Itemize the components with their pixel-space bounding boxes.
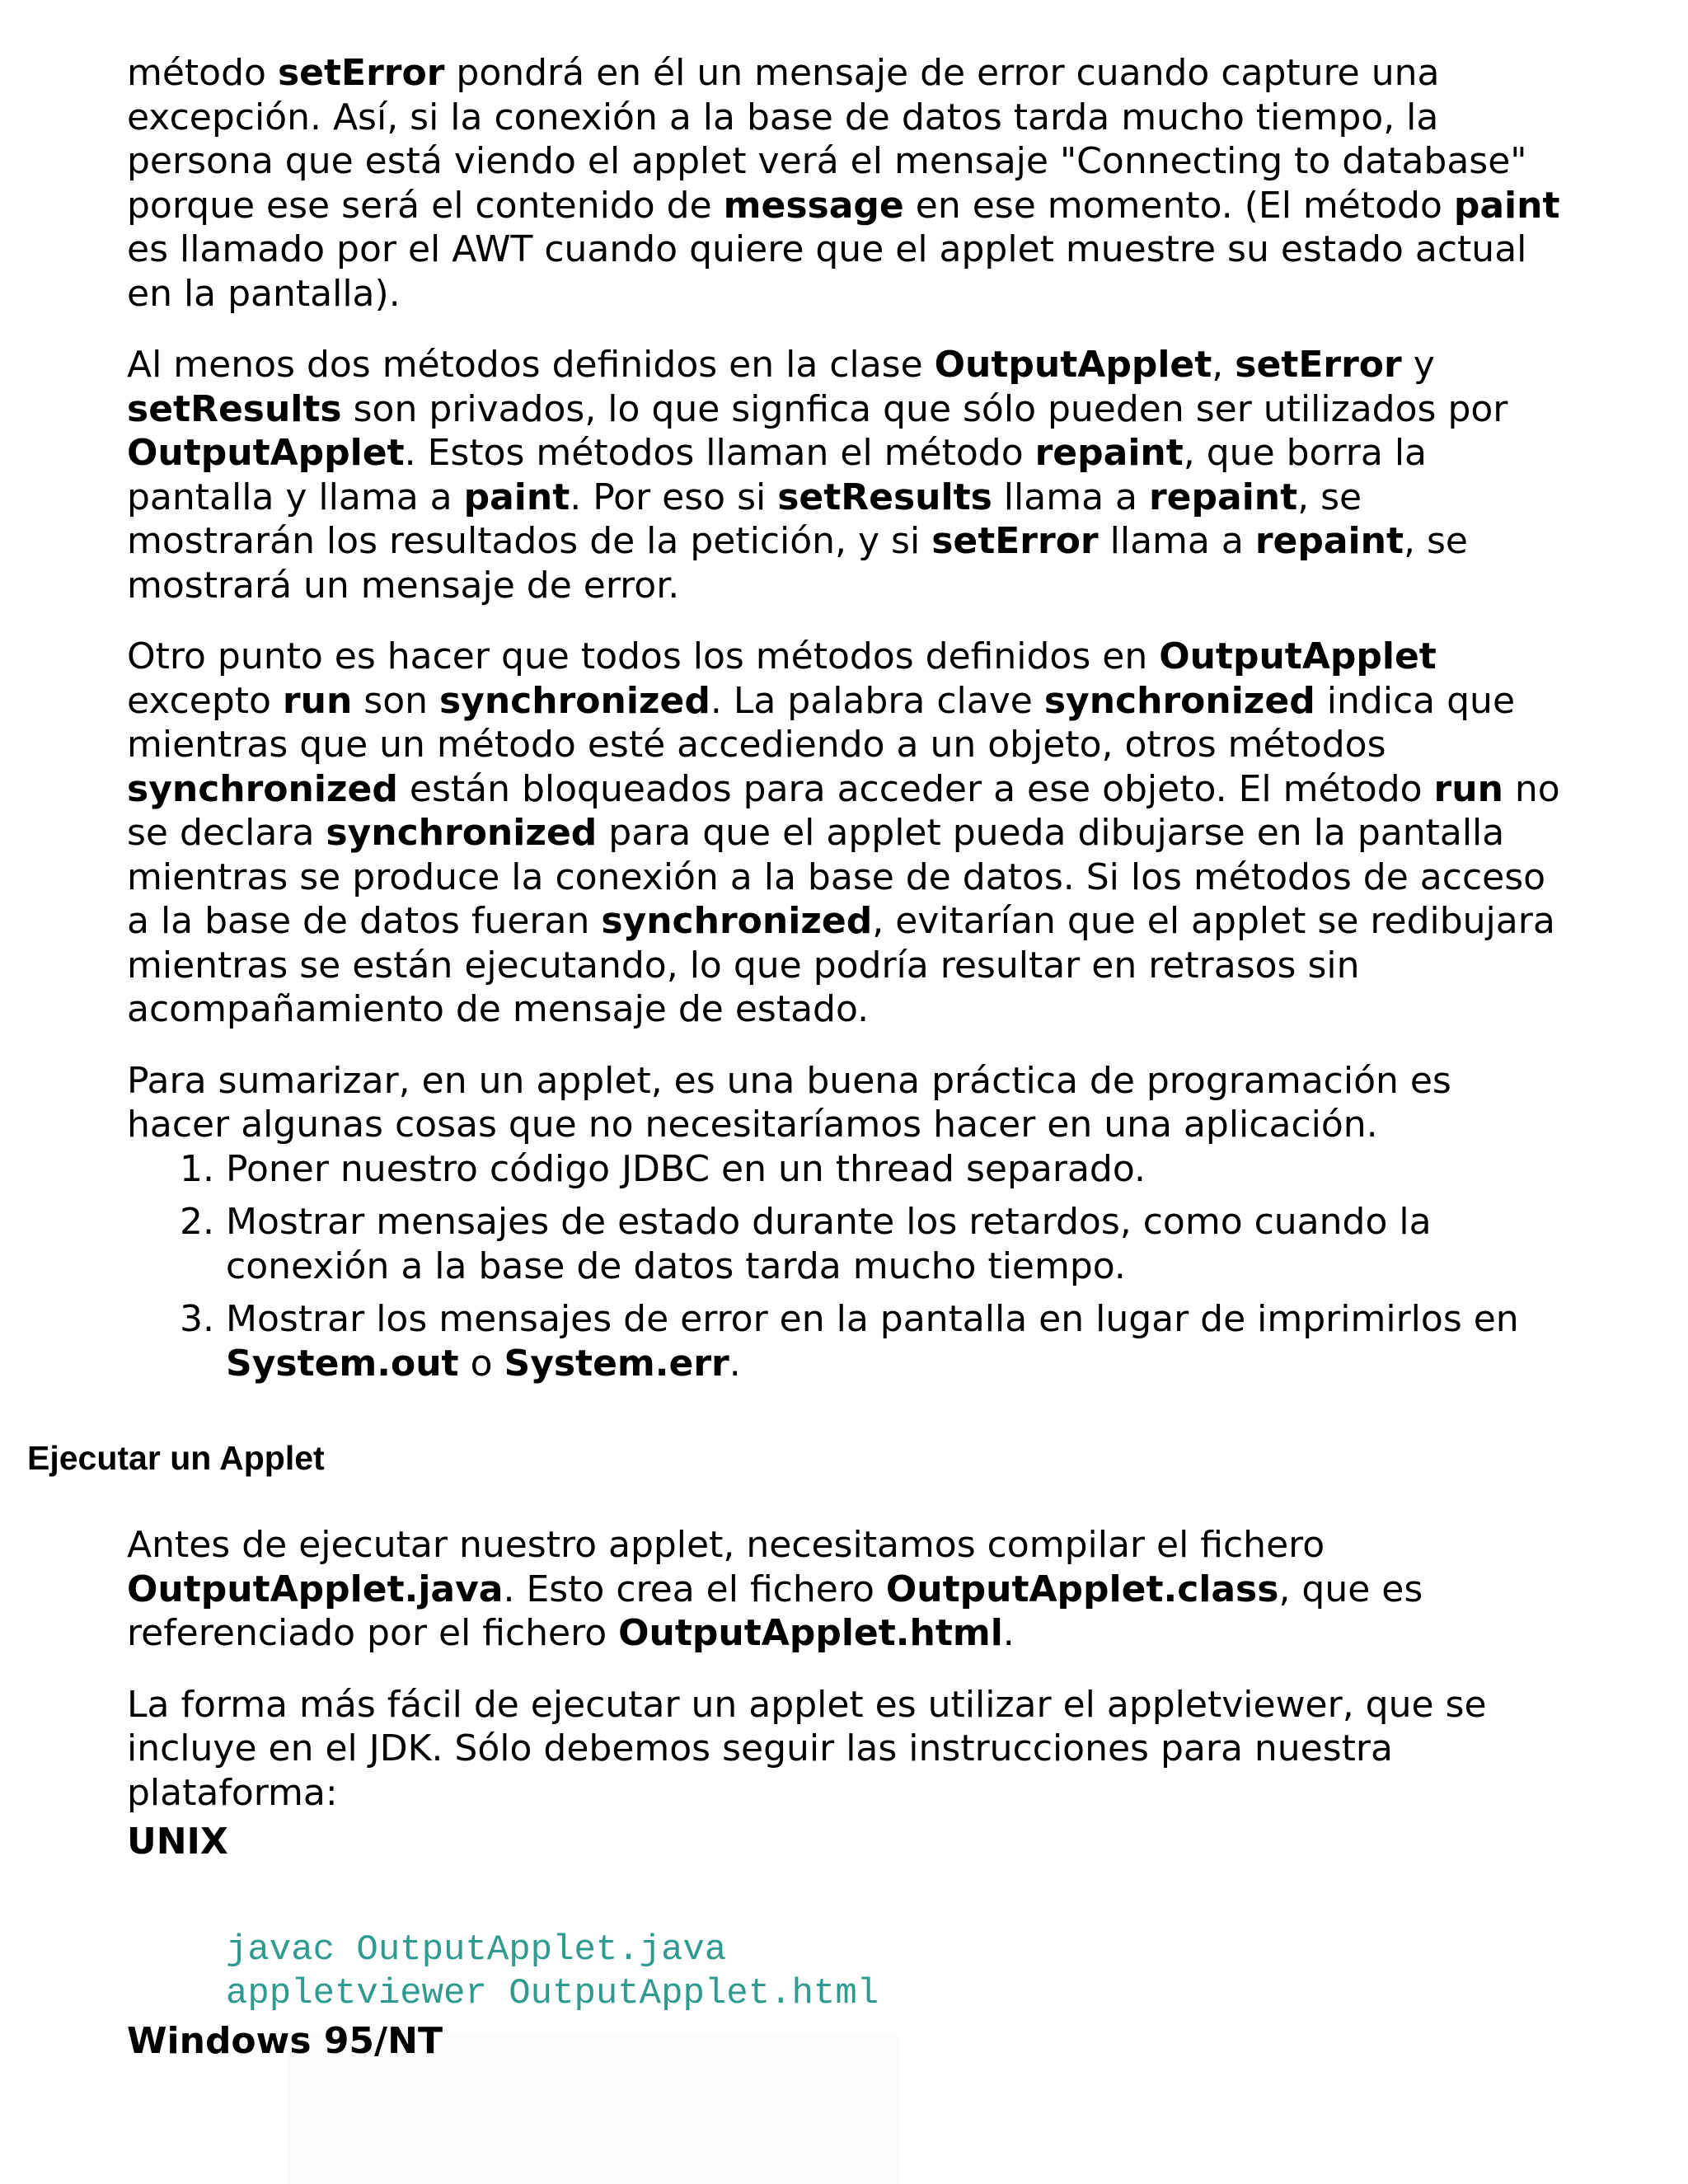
bold-term: OutputApplet	[127, 432, 405, 474]
list-item: 3. Mostrar los mensajes de error en la pantalla en lugar de imprimirlos en System.out o System.err.	[226, 1297, 1561, 1385]
bold-term: synchronized	[1043, 679, 1315, 722]
body-text-upper	[127, 51, 1561, 1394]
summary-list	[127, 1147, 1561, 1386]
paragraph-compile: Antes de ejecutar nuestro applet, necesitamos compilar el fichero OutputApplet.java. Esto crea el fichero OutputApplet.class, que es referenciado por el fichero OutputApplet.html.	[127, 1524, 1423, 1654]
bold-term: message	[723, 184, 904, 227]
code-line: javac OutputApplet.java	[226, 1929, 727, 1971]
bold-term: setResults	[777, 476, 992, 518]
bold-term: paint	[1453, 184, 1560, 227]
bold-term: repaint	[1034, 432, 1184, 474]
bold-term: OutputApplet.class	[885, 1568, 1279, 1610]
bold-term: repaint	[1254, 520, 1404, 562]
bold-term: run	[282, 679, 353, 722]
bold-term: System.err	[504, 1342, 729, 1385]
bold-term: setError	[931, 520, 1099, 562]
bold-term: OutputApplet	[1159, 635, 1437, 677]
bold-term: setError	[277, 52, 445, 94]
bold-term: run	[1433, 767, 1503, 810]
paragraph-seterror: método setError pondrá en él un mensaje de error cuando capture una excepción. Así, si la conexión a la base de datos tarda mucho tiempo, la persona que está viendo el applet verá el mensaje "Connecting to database" porque ese será el contenido de message en ese momento. (El método paint es llamado por el AWT cuando quiere que el applet muestre su estado actual en la pantalla).	[127, 52, 1560, 315]
platform-label-unix: UNIX	[127, 1821, 228, 1863]
bold-term: paint	[463, 476, 570, 518]
paragraph-summary: Para sumarizar, en un applet, es una buena práctica de programación es hacer algunas cosas que no necesitaríamos hacer en una aplicación.	[127, 1059, 1451, 1146]
paragraph-appletviewer: La forma más fácil de ejecutar un applet es utilizar el appletviewer, que se incluye en el JDK. Sólo debemos seguir las instrucciones para nuestra plataforma:	[127, 1683, 1487, 1814]
bold-term: OutputApplet	[934, 344, 1212, 386]
bold-term: synchronized	[326, 812, 598, 854]
paragraph-synchronized: Otro punto es hacer que todos los métodos definidos en OutputApplet excepto run son synchronized. La palabra clave synchronized indica que mientras que un método esté accediendo a un objeto, otros métodos synchronized están bloqueados para acceder a ese objeto. El método run no se declara synchronized para que el applet pueda dibujarse en la pantalla mientras se produce la conexión a la base de datos. Si los métodos de acceso a la base de datos fueran synchronized, evitarían que el applet se redibujara mientras se están ejecutando, lo que podría resultar en retrasos sin acompañamiento de mensaje de estado.	[127, 635, 1560, 1030]
section-heading: Ejecutar un Applet	[27, 1439, 325, 1477]
code-line: appletviewer OutputApplet.html	[226, 1973, 879, 2014]
bold-term: System.out	[226, 1342, 459, 1385]
bold-term: repaint	[1148, 476, 1298, 518]
list-item: 2. Mostrar mensajes de estado durante los retardos, como cuando la conexión a la base de datos tarda mucho tiempo.	[226, 1200, 1561, 1288]
code-block-unix	[226, 1929, 879, 2016]
bold-term: synchronized	[438, 679, 710, 722]
bold-term: OutputApplet.html	[618, 1612, 1003, 1654]
bold-term: setResults	[127, 387, 342, 430]
bold-term: setError	[1235, 344, 1402, 386]
bold-term: OutputApplet.java	[127, 1568, 504, 1610]
paragraph-private-methods: Al menos dos métodos definidos en la clase OutputApplet, setError y setResults son privados, lo que signfica que sólo pueden ser utilizados por OutputApplet. Estos métodos llaman el método repaint, que borra la pantalla y llama a paint. Por eso si setResults llama a repaint, se mostrarán los resultados de la petición, y si setError llama a repaint, se mostrará un mensaje de error.	[127, 344, 1508, 607]
bold-term: synchronized	[601, 900, 873, 942]
platform-label-windows: Windows 95/NT	[127, 2020, 443, 2062]
list-item: 1. Poner nuestro código JDBC en un thread separado.	[226, 1147, 1561, 1192]
bold-term: synchronized	[127, 767, 398, 810]
body-text-lower	[127, 1523, 1561, 1842]
